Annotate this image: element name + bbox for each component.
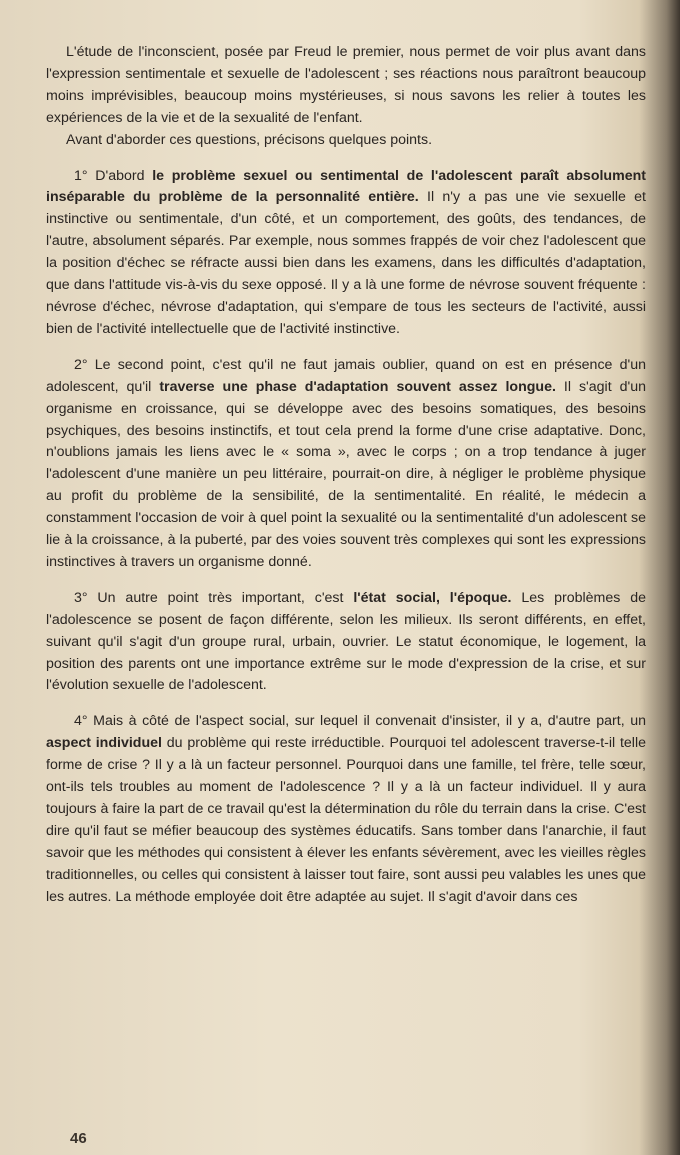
- point-4-paragraph: [46, 711, 646, 908]
- point-2-text: Il s'agit d'un organisme en croissance, qui se développe avec des besoins somatiques, des besoins psychiques, des besoins instinctifs, et tout cela prend la forme d'une crise adaptative. Donc, n'oublions jamais les liens avec le « soma », avec le corps ; on a trop tendance à juger l'adolescent d'une manière un peu littéraire, pourrait-on dire, à négliger le problème physique au profit du problème de la sensibilité, de la sentimentalité. En réalité, le médecin a constamment l'occasion de voir à quel point la sexualité ou la sentimentalité d'un adolescent se lie à la croissance, à la puberté, par des voies souvent très complexes qui sont les expressions instinctives à travers un organisme donné.: [46, 378, 646, 570]
- point-2-lead: 2° Le second point, c'est qu'il ne faut jamais oublier, quand on est en présence d'un adolescent, qu'il: [46, 356, 646, 395]
- point-1-lead: 1° D'abord: [74, 167, 153, 184]
- point-1-text: Il n'y a pas une vie sexuelle et instinctive ou sentimentale, d'un côté, et un comportement, des goûts, des tendances, de l'autre, absolument séparés. Par exemple, nous sommes frappés de voir chez l'adolescent que la position d'échec se réfracte aussi bien dans les examens, dans les difficultés d'adaptation, que dans l'attitude vis-à-vis du sexe opposé. Il y a là une forme de névrose souvent fréquente : névrose d'échec, névrose d'adaptation, qui s'empare de tous les secteurs de l'activité, aussi bien de l'activité intellectuelle que de l'activité instinctive.: [46, 189, 646, 337]
- point-3-text: Les problèmes de l'adolescence se posent de façon différente, selon les milieux. Ils seront différents, en effet, suivant qu'il s'agit d'un groupe rural, urbain, ouvrier. Le statut économique, le logement, la position des parents ont une importance extrême sur le mode d'expression de la crise, et sur l'évolution sexuelle de l'adolescent.: [46, 589, 646, 694]
- point-4-text: du problème qui reste irréductible. Pourquoi tel adolescent traverse-t-il telle forme de crise ? Il y a là un facteur personnel. Pourquoi dans une famille, tel frère, telle sœur, ont-ils tels troubles au moment de l'adolescence ? Il y a là un facteur individuel. Il y aura toujours à faire la part de ce travail qu'est la détermination du rôle du terrain dans la crise. C'est dire qu'il faut se méfier beaucoup des systèmes éducatifs. Sans tomber dans l'anarchie, il faut savoir que les méthodes qui consistent à élever les enfants sévèrement, avec les vieilles règles traditionnelles, ou celles qui consistent à laisser tout faire, sont aussi peu valables les unes que les autres. La méthode employée doit être adaptée au sujet. Il s'agit d'avoir dans ces: [46, 735, 647, 905]
- point-3-paragraph: [46, 588, 646, 698]
- point-3-bold: l'état social, l'époque.: [353, 589, 512, 606]
- intro-paragraph-2: Avant d'aborder ces questions, précisons quelques points.: [66, 131, 433, 148]
- point-1-paragraph: [46, 166, 646, 341]
- point-2-bold: traverse une phase d'adaptation souvent assez longue.: [159, 378, 556, 395]
- page-body: [46, 42, 646, 909]
- point-3-lead: 3° Un autre point très important, c'est: [74, 589, 354, 606]
- point-4-bold: aspect individuel: [46, 735, 162, 752]
- point-1-bold: le problème sexuel ou sentimental de l'adolescent paraît absolument inséparable du problème de la personnalité entière.: [46, 167, 646, 206]
- point-4-lead: 4° Mais à côté de l'aspect social, sur lequel il convenait d'insister, il y a, d'autre part, un: [74, 713, 646, 730]
- page-number: 46: [70, 1130, 87, 1147]
- intro-paragraph-1: L'étude de l'inconscient, posée par Freud le premier, nous permet de voir plus avant dans l'expression sentimentale et sexuelle de l'adolescent ; ses réactions nous paraîtront beaucoup moins imprévisibles, beaucoup moins mystérieuses, si nous savons les relier à toutes les expériences de la vie et de la sexualité de l'enfant.: [46, 44, 646, 126]
- point-2-paragraph: [46, 355, 646, 574]
